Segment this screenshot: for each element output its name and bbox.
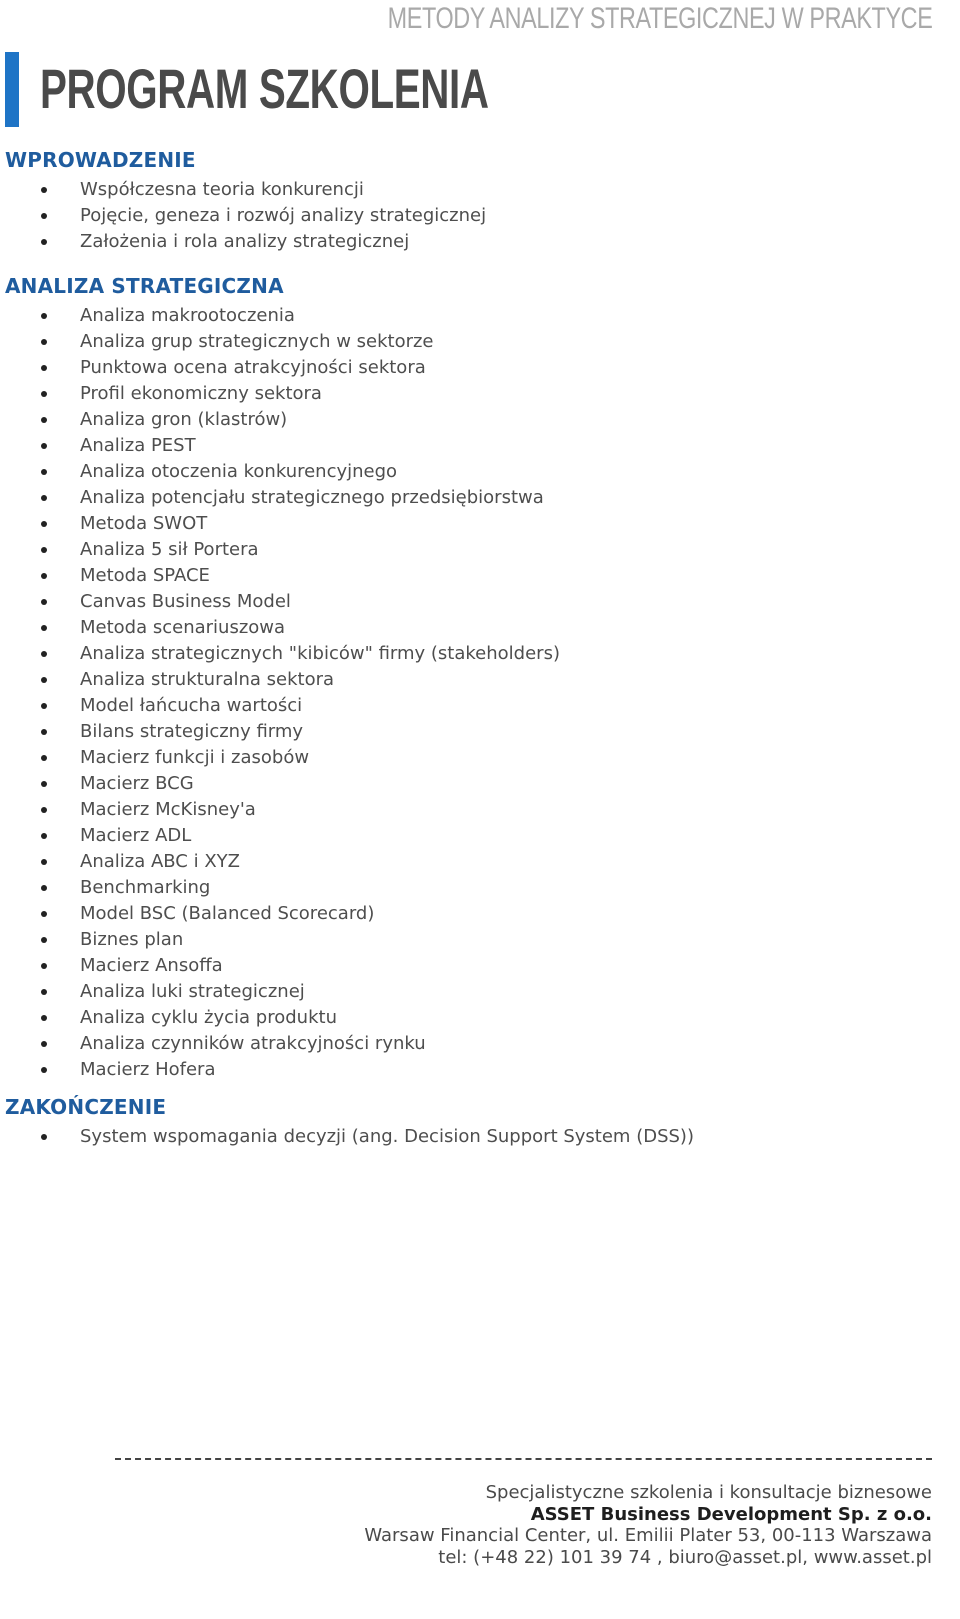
topic-list <box>0 1124 960 1150</box>
list-item-text: Bilans strategiczny firmy <box>80 721 304 742</box>
list-item-text: Macierz ADL <box>80 825 192 846</box>
bullet-icon <box>41 443 47 449</box>
list-item-text: Pojęcie, geneza i rozwój analizy strategicznej <box>80 205 487 226</box>
list-item-text: Analiza 5 sił Portera <box>80 539 259 560</box>
bullet-icon <box>41 989 47 995</box>
list-item <box>0 203 960 229</box>
list-item <box>0 901 960 927</box>
footer-contact: tel: (+48 22) 101 39 74 , biuro@asset.pl, www.asset.pl <box>438 1546 932 1568</box>
list-item <box>0 927 960 953</box>
page-title: PROGRAM SZKOLENIA <box>40 57 489 120</box>
bullet-icon <box>41 1134 47 1140</box>
list-item <box>0 589 960 615</box>
list-item <box>0 849 960 875</box>
bullet-icon <box>41 417 47 423</box>
bullet-icon <box>41 599 47 605</box>
list-item <box>0 1005 960 1031</box>
list-item <box>0 771 960 797</box>
list-item-text: Analiza otoczenia konkurencyjnego <box>80 461 398 482</box>
bullet-icon <box>41 937 47 943</box>
list-item-text: Współczesna teoria konkurencji <box>80 179 364 200</box>
bullet-icon <box>41 729 47 735</box>
bullet-icon <box>41 677 47 683</box>
list-item-text: Analiza grup strategicznych w sektorze <box>80 331 434 352</box>
list-item <box>0 303 960 329</box>
title-accent-bar <box>5 52 19 127</box>
list-item-text: Model łańcucha wartości <box>80 695 303 716</box>
list-item-text: Analiza ABC i XYZ <box>80 851 240 872</box>
bullet-icon <box>41 625 47 631</box>
list-item-text: Analiza czynników atrakcyjności rynku <box>80 1033 426 1054</box>
list-item <box>0 1124 960 1150</box>
bullet-icon <box>41 651 47 657</box>
list-item <box>0 433 960 459</box>
list-item-text: Założenia i rola analizy strategicznej <box>80 231 410 252</box>
list-item <box>0 823 960 849</box>
list-item-text: Analiza gron (klastrów) <box>80 409 288 430</box>
bullet-icon <box>41 755 47 761</box>
list-item <box>0 229 960 255</box>
topic-list <box>0 303 960 1083</box>
list-item <box>0 875 960 901</box>
footer-address: Warsaw Financial Center, ul. Emilii Plater 53, 00-113 Warszawa <box>364 1525 932 1546</box>
bullet-icon <box>41 213 47 219</box>
bullet-icon <box>41 573 47 579</box>
bullet-icon <box>41 703 47 709</box>
list-item-text: Canvas Business Model <box>80 591 291 612</box>
list-item <box>0 693 960 719</box>
bullet-icon <box>41 365 47 371</box>
section-introduction <box>0 145 960 255</box>
bullet-icon <box>41 963 47 969</box>
bullet-icon <box>41 807 47 813</box>
section-heading: ANALIZA STRATEGICZNA <box>5 274 284 298</box>
bullet-icon <box>41 187 47 193</box>
bullet-icon <box>41 911 47 917</box>
list-item <box>0 355 960 381</box>
footer-divider <box>115 1458 932 1460</box>
list-item <box>0 511 960 537</box>
list-item <box>0 745 960 771</box>
list-item-text: Analiza makrootoczenia <box>80 305 295 326</box>
topic-list <box>0 177 960 255</box>
list-item-text: Analiza strategicznych "kibiców" firmy (stakeholders) <box>80 643 560 664</box>
bullet-icon <box>41 547 47 553</box>
list-item <box>0 563 960 589</box>
list-item <box>0 719 960 745</box>
list-item <box>0 953 960 979</box>
list-item <box>0 797 960 823</box>
bullet-icon <box>41 391 47 397</box>
bullet-icon <box>41 239 47 245</box>
bullet-icon <box>41 833 47 839</box>
list-item-text: Analiza strukturalna sektora <box>80 669 335 690</box>
bullet-icon <box>41 859 47 865</box>
list-item-text: Biznes plan <box>80 929 184 950</box>
list-item-text: Model BSC (Balanced Scorecard) <box>80 903 375 924</box>
list-item <box>0 329 960 355</box>
list-item-text: Profil ekonomiczny sektora <box>80 383 322 404</box>
list-item <box>0 407 960 433</box>
bullet-icon <box>41 1067 47 1073</box>
bullet-icon <box>41 781 47 787</box>
list-item-text: Analiza potencjału strategicznego przedsiębiorstwa <box>80 487 544 508</box>
document-header-title: METODY ANALIZY STRATEGICZNEJ W PRAKTYCE <box>387 2 932 35</box>
footer-tagline: Specjalistyczne szkolenia i konsultacje biznesowe <box>485 1482 932 1503</box>
section-strategic-analysis <box>0 271 960 1083</box>
bullet-icon <box>41 521 47 527</box>
footer-contact-block <box>364 1482 932 1568</box>
section-heading: WPROWADZENIE <box>5 148 196 172</box>
bullet-icon <box>41 885 47 891</box>
list-item-text: Analiza luki strategicznej <box>80 981 305 1002</box>
list-item <box>0 979 960 1005</box>
list-item-text: Benchmarking <box>80 877 211 898</box>
list-item-text: Metoda scenariuszowa <box>80 617 286 638</box>
list-item <box>0 667 960 693</box>
list-item <box>0 1057 960 1083</box>
list-item-text: Macierz BCG <box>80 773 194 794</box>
bullet-icon <box>41 1015 47 1021</box>
list-item <box>0 537 960 563</box>
list-item <box>0 459 960 485</box>
list-item-text: Analiza cyklu życia produktu <box>80 1007 337 1028</box>
list-item <box>0 381 960 407</box>
list-item-text: Metoda SWOT <box>80 513 208 534</box>
list-item <box>0 1031 960 1057</box>
list-item-text: Macierz Ansoffa <box>80 955 223 976</box>
list-item <box>0 177 960 203</box>
list-item-text: Punktowa ocena atrakcyjności sektora <box>80 357 426 378</box>
list-item <box>0 615 960 641</box>
list-item-text: Macierz McKisney'a <box>80 799 256 820</box>
bullet-icon <box>41 1041 47 1047</box>
bullet-icon <box>41 495 47 501</box>
list-item <box>0 641 960 667</box>
list-item-text: Metoda SPACE <box>80 565 210 586</box>
list-item-text: Analiza PEST <box>80 435 196 456</box>
bullet-icon <box>41 313 47 319</box>
footer-company-name: ASSET Business Development Sp. z o.o. <box>530 1503 932 1525</box>
bullet-icon <box>41 339 47 345</box>
list-item-text: Macierz Hofera <box>80 1059 216 1080</box>
list-item-text: Macierz funkcji i zasobów <box>80 747 310 768</box>
section-heading: ZAKOŃCZENIE <box>5 1095 167 1119</box>
bullet-icon <box>41 469 47 475</box>
list-item <box>0 485 960 511</box>
list-item-text: System wspomagania decyzji (ang. Decision Support System (DSS)) <box>80 1126 694 1147</box>
section-conclusion <box>0 1092 960 1150</box>
